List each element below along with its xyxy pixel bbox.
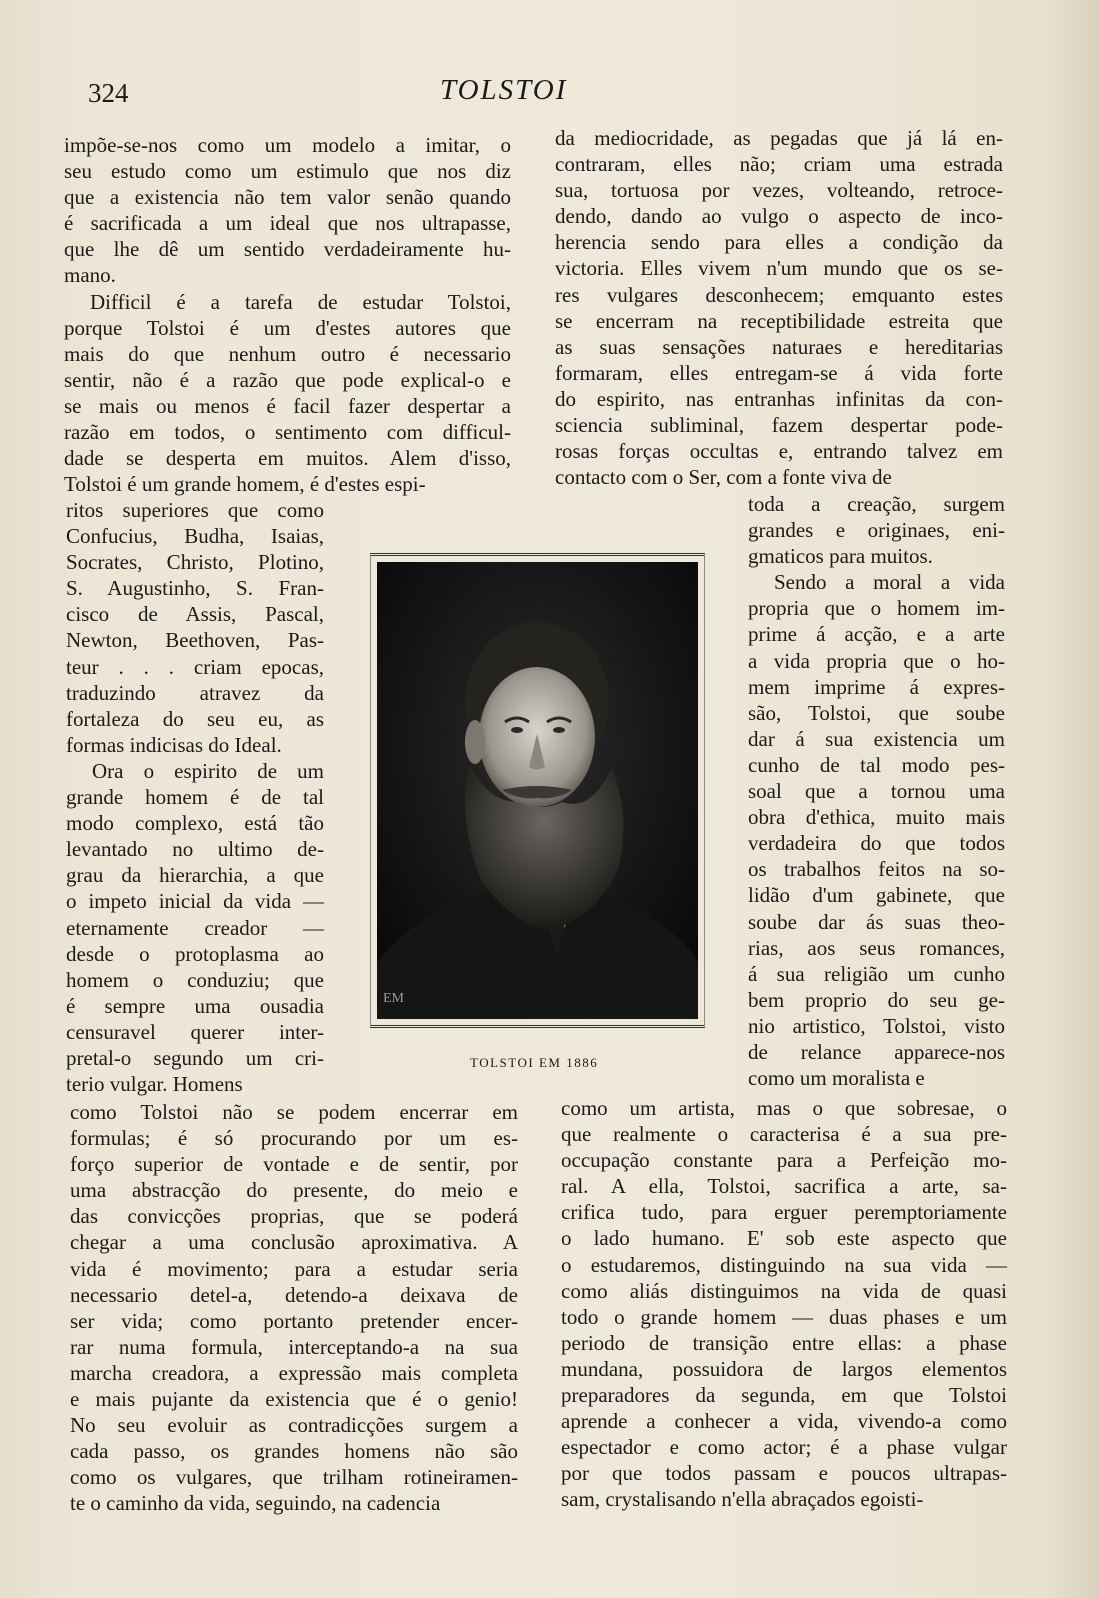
right-column-narrow — [748, 491, 1005, 1091]
text-line: S. Augustinho, S. Fran- — [66, 576, 324, 601]
text-line: eternamente creador — — [66, 915, 324, 940]
text-line: de relance apparece-nos — [748, 1039, 1005, 1064]
right-column-top — [555, 125, 1003, 490]
text-line: verdadeira do que todos — [748, 831, 1005, 856]
left-column-bottom — [70, 1099, 518, 1517]
text-line: o estudaremos, distinguindo na sua vida — — [561, 1252, 1007, 1277]
text-line: como Tolstoi não se podem encerrar em — [70, 1100, 518, 1124]
text-line: das convicções proprias, que se poderá — [70, 1204, 518, 1229]
text-line: rar numa formula, interceptando-a na sua — [70, 1334, 518, 1359]
page-number: 324 — [88, 78, 129, 108]
text-line: dendo, dando ao vulgo o aspecto de inco- — [555, 204, 1003, 229]
text-line: como um moralista e — [748, 1066, 925, 1091]
text-line: censuravel querer inter- — [66, 1019, 324, 1044]
text-line: chegar a uma conclusão aproximativa. A — [70, 1230, 518, 1255]
text-line: por que todos passam e poucos ultrapas- — [561, 1461, 1007, 1486]
text-line: são, Tolstoi, que soube — [748, 700, 1005, 725]
left-column-narrow — [66, 497, 324, 1097]
text-line: ser vida; como portanto pretender encer- — [70, 1308, 518, 1333]
portrait-illustration — [377, 562, 698, 1019]
tolstoi-portrait-photo — [377, 562, 698, 1019]
text-line: formaram, elles entregam-se á vida forte — [555, 360, 1003, 385]
text-line: que lhe dê um sentido verdadeiramente hu- — [64, 237, 511, 262]
text-line: vida é movimento; para a estudar seria — [70, 1256, 518, 1281]
text-line: sciencia subliminal, fazem despertar pode- — [555, 413, 1003, 438]
text-line: dar á sua existencia um — [748, 726, 1005, 751]
text-line: mano. — [64, 263, 116, 288]
text-line: toda a creação, surgem — [748, 492, 1005, 516]
text-line: propria que o homem im- — [748, 596, 1005, 621]
text-line: cada passo, os grandes homens não são — [70, 1439, 518, 1464]
text-line: grande homem é de tal — [66, 785, 324, 810]
text-line: soube dar ás suas theo- — [748, 909, 1005, 934]
text-line: occupação constante para a Perfeição mo- — [561, 1148, 1007, 1173]
text-line: fortaleza do seu eu, as — [66, 706, 324, 731]
text-line: bem proprio do seu ge- — [748, 987, 1005, 1012]
text-line: Ora o espirito de um — [92, 758, 324, 783]
text-line: teur . . . criam epocas, — [66, 654, 324, 679]
text-line: Socrates, Christo, Plotino, — [66, 550, 324, 575]
text-line: periodo de transição entre ellas: a phase — [561, 1330, 1007, 1355]
text-line: como um artista, mas o que sobresae, o — [561, 1096, 1007, 1120]
portrait-figure — [370, 553, 705, 1028]
text-line: grandes e originaes, eni- — [748, 518, 1005, 543]
text-line: herencia sendo para elles a condição da — [555, 230, 1003, 255]
text-line: contraram, elles não; criam uma estrada — [555, 152, 1003, 177]
text-line: homem o conduziu; que — [66, 967, 324, 992]
text-line: traduzindo atravez da — [66, 680, 324, 705]
text-line: é sempre uma ousadia — [66, 993, 324, 1018]
text-line: e mais pujante da existencia que é o genio! — [70, 1387, 518, 1412]
text-line: se mais ou menos é facil fazer despertar a — [64, 393, 511, 418]
text-line: sentir, não é a razão que pode explical-o e — [64, 367, 511, 392]
text-line: nio artistico, Tolstoi, visto — [748, 1013, 1005, 1038]
text-line: que realmente o caracterisa é a sua pre- — [561, 1122, 1007, 1147]
text-line: espectador e como actor; é a phase vulgar — [561, 1435, 1007, 1460]
text-line: formas indicisas do Ideal. — [66, 732, 282, 757]
text-line: as suas sensações naturaes e hereditarias — [555, 334, 1003, 359]
text-line: mem imprime á expres- — [748, 674, 1005, 699]
text-line: se encerram na receptibilidade estreita que — [555, 308, 1003, 333]
text-line: Difficil é a tarefa de estudar Tolstoi, — [90, 289, 511, 314]
text-line: todo o grande homem — duas phases e um — [561, 1304, 1007, 1329]
text-line: contacto com o Ser, com a fonte viva de — [555, 465, 892, 490]
text-line: soal que a tornou uma — [748, 779, 1005, 804]
right-column-bottom — [561, 1095, 1007, 1513]
text-line: que a existencia não tem valor senão quando — [64, 185, 511, 210]
text-line: dade se desperta em muitos. Alem d'isso, — [64, 446, 511, 471]
text-line: mais do que nenhum outro é necessario — [64, 341, 511, 366]
text-line: da mediocridade, as pegadas que já lá en- — [555, 126, 1003, 150]
text-line: marcha creadora, a expressão mais completa — [70, 1360, 518, 1385]
left-column-top — [64, 132, 511, 497]
text-line: cisco de Assis, Pascal, — [66, 602, 324, 627]
text-line: ritos superiores que como — [66, 498, 324, 522]
text-line: modo complexo, está tão — [66, 811, 324, 836]
text-line: cunho de tal modo pes- — [748, 752, 1005, 777]
text-line: mundana, possuidora de largos elementos — [561, 1356, 1007, 1381]
text-line: te o caminho da vida, seguindo, na cadencia — [70, 1491, 441, 1516]
running-header — [0, 72, 1100, 116]
text-line: prime á acção, e a arte — [748, 622, 1005, 647]
text-line: impõe-se-nos como um modelo a imitar, o — [64, 133, 511, 157]
text-line: No seu evoluir as contradicções surgem a — [70, 1413, 518, 1438]
text-line: formulas; é só procurando por um es- — [70, 1126, 518, 1151]
text-line: Confucius, Budha, Isaias, — [66, 524, 324, 549]
text-line: Sendo a moral a vida — [774, 570, 1005, 595]
text-line: do espirito, nas entranhas infinitas da con- — [555, 386, 1003, 411]
text-line: grau da hierarchia, a que — [66, 863, 324, 888]
text-line: os trabalhos feitos na so- — [748, 857, 1005, 882]
text-line: crifica tudo, para erguer peremptoriamente — [561, 1200, 1007, 1225]
text-line: o impeto inicial da vida — — [66, 889, 324, 914]
text-line: porque Tolstoi é um d'estes autores que — [64, 315, 511, 340]
text-line: aprende a conhecer a vida, vivendo-a como — [561, 1409, 1007, 1434]
text-line: o lado humano. E' sob este aspecto que — [561, 1226, 1007, 1251]
portrait-monogram: EM — [383, 991, 404, 1006]
text-line: á sua religião um cunho — [748, 961, 1005, 986]
text-line: desde o protoplasma ao — [66, 941, 324, 966]
text-line: rias, aos seus romances, — [748, 935, 1005, 960]
text-line: pretal-o segundo um cri- — [66, 1045, 324, 1070]
text-line: preparadores da segunda, em que Tolstoi — [561, 1383, 1007, 1408]
text-line: necessario detel-a, detendo-a deixava de — [70, 1282, 518, 1307]
text-line: como aliás distinguimos na vida de quasi — [561, 1278, 1007, 1303]
figure-caption: TOLSTOI EM 1886 — [470, 1055, 599, 1070]
text-line: rosas forças occultas e, entrando talvez em — [555, 439, 1003, 464]
text-line: sua, tortuosa por vezes, volteando, retroce- — [555, 178, 1003, 203]
text-line: é sacrificada a um ideal que nos ultrapasse, — [64, 211, 511, 236]
running-title: TOLSTOI — [440, 74, 568, 106]
text-line: como os vulgares, que trilham rotineiramen- — [70, 1465, 518, 1490]
text-line: seu estudo como um estimulo que nos diz — [64, 159, 511, 184]
text-line: levantado no ultimo de- — [66, 837, 324, 862]
text-line: gmaticos para muitos. — [748, 544, 933, 569]
text-line: lidão d'um gabinete, que — [748, 883, 1005, 908]
text-line: obra d'ethica, muito mais — [748, 805, 1005, 830]
text-line: uma abstracção do presente, do meio e — [70, 1178, 518, 1203]
text-line: forço superior de vontade e de sentir, por — [70, 1152, 518, 1177]
text-line: terio vulgar. Homens — [66, 1072, 243, 1097]
text-line: a vida propria que o ho- — [748, 648, 1005, 673]
text-line: sam, crystalisando n'ella abraçados egoisti- — [561, 1487, 924, 1512]
text-line: Newton, Beethoven, Pas- — [66, 628, 324, 653]
text-line: ral. A ella, Tolstoi, sacrifica a arte, sa- — [561, 1174, 1007, 1199]
text-line: Tolstoi é um grande homem, é d'estes espi- — [64, 472, 426, 497]
text-line: razão em todos, o sentimento com difficul- — [64, 420, 511, 445]
text-line: victoria. Elles vivem n'um mundo que os se- — [555, 256, 1003, 281]
text-line: res vulgares desconhecem; emquanto estes — [555, 282, 1003, 307]
